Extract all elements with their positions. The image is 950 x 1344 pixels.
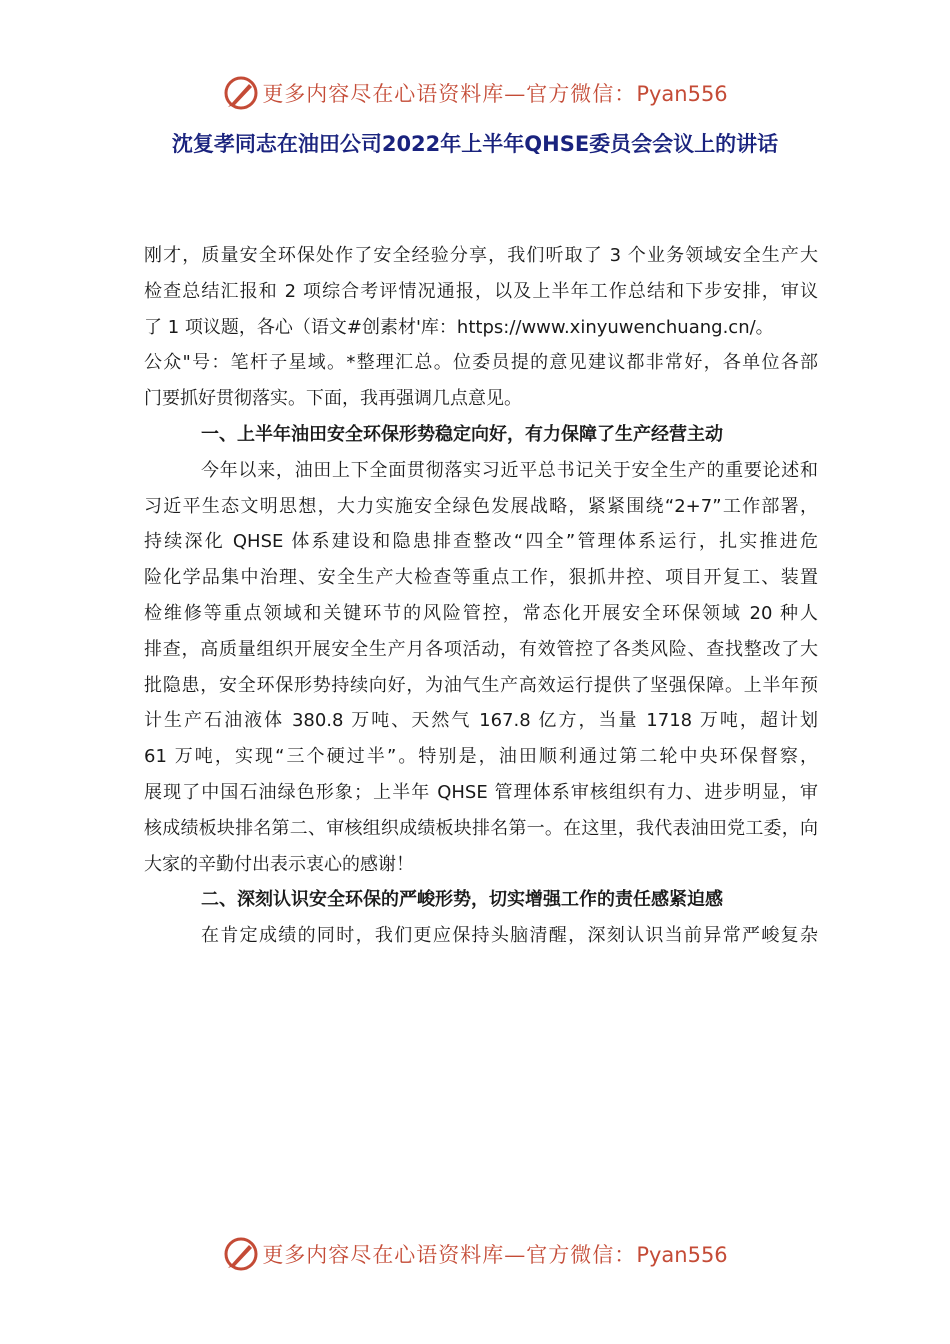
header-banner (0, 73, 950, 113)
wechat-id: Pyan556 (636, 82, 728, 106)
intro-line: 刚才，质量安全环保处作了安全经验分享，我们听取了 3 个业务领域安全生产大 (144, 245, 818, 266)
para1-line: 大家的辛勤付出表示衷心的感谢！ (144, 853, 414, 875)
section-heading-1: 一、上半年油田安全环保形势稳定向好，有力保障了生产经营主动 (201, 423, 723, 445)
para1-line: 险化学品集中治理、安全生产大检查等重点工作，狠抓井控、项目开复工、装置 (144, 567, 818, 589)
intro-line: 了 1 项议题，各心（语文#创素材'库：https://www.xinyuwenchuang.cn/。 (144, 316, 774, 338)
pen-in-circle-logo-icon (222, 1235, 260, 1273)
para1-line: 61 万吨，实现“三个硬过半”。特别是，油田顺利通过第二轮中央环保督察， (144, 746, 818, 768)
intro-line: 检查总结汇报和 2 项综合考评情况通报，以及上半年工作总结和下步安排，审议 (144, 280, 818, 302)
para1-line: 持续深化 QHSE 体系建设和隐患排查整改“四全”管理体系运行，扎实推进危 (144, 531, 818, 553)
para1-line: 习近平生态文明思想，大力实施安全绿色发展战略，紧紧围绕“2+7”工作部署， (144, 495, 818, 517)
banner-text (262, 78, 727, 108)
para1-line: 今年以来，油田上下全面贯彻落实习近平总书记关于安全生产的重要论述和 (201, 459, 818, 481)
document-body (144, 238, 818, 954)
banner-label: 更多内容尽在心语资料库—官方微信： (262, 1243, 637, 1267)
intro-line: 公众"号：笔杆子星域。*整理汇总。位委员提的意见建议都非常好，各单位各部 (144, 352, 818, 374)
document-title: 沈复孝同志在油田公司2022年上半年QHSE委员会会议上的讲话 (171, 132, 779, 156)
para2-line: 在肯定成绩的同时，我们更应保持头脑清醒，深刻认识当前异常严峻复杂 (201, 925, 818, 947)
footer-banner (0, 1234, 950, 1274)
intro-line: 门要抓好贯彻落实。下面，我再强调几点意见。 (144, 388, 522, 410)
para1-line: 展现了中国石油绿色形象；上半年 QHSE 管理体系审核组织有力、进步明显，审 (144, 781, 818, 803)
para1-line: 批隐患，安全环保形势持续向好，为油气生产高效运行提供了坚强保障。上半年预 (144, 674, 818, 696)
pen-in-circle-logo-icon (222, 74, 260, 112)
para1-line: 计生产石油液体 380.8 万吨、天然气 167.8 亿方，当量 1718 万吨，超计划 (144, 710, 818, 732)
section-heading-2: 二、深刻认识安全环保的严峻形势，切实增强工作的责任感紧迫感 (201, 889, 723, 911)
banner-text (262, 1239, 727, 1269)
para1-line: 检维修等重点领域和关键环节的风险管控，常态化开展安全环保领域 20 种人 (144, 602, 818, 624)
wechat-id: Pyan556 (636, 1243, 728, 1267)
para1-line: 排查，高质量组织开展安全生产月各项活动，有效管控了各类风险、查找整改了大 (144, 638, 818, 660)
banner-label: 更多内容尽在心语资料库—官方微信： (262, 82, 637, 106)
para1-line: 核成绩板块排名第二、审核组织成绩板块排名第一。在这里，我代表油田党工委，向 (144, 817, 818, 839)
